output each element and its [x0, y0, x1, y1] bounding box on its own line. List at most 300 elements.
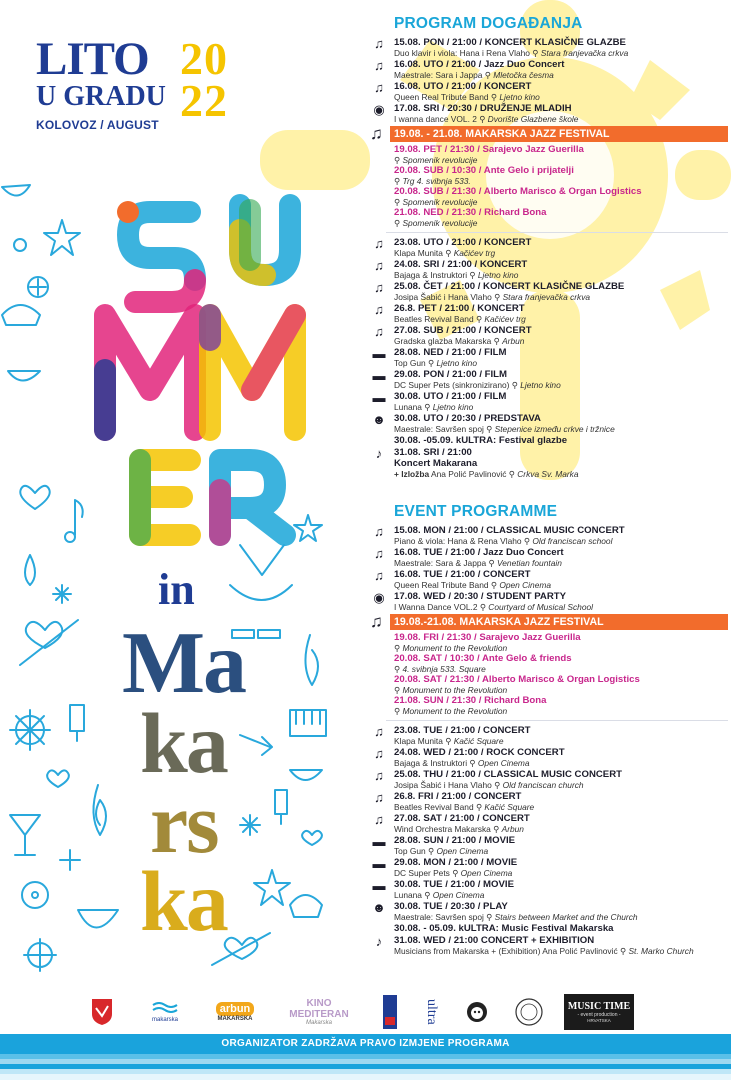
- event-detail: [372, 558, 728, 569]
- music-time-sub2: HRVATSKA: [587, 1018, 611, 1023]
- location-pin-icon: ⚲: [452, 868, 461, 878]
- clapper-icon: ▬: [372, 390, 386, 405]
- event-detail: [372, 946, 728, 957]
- word-ka-2: ka: [140, 853, 227, 949]
- hat-icon: [290, 895, 322, 917]
- event-place: Kačićev trg: [484, 314, 526, 324]
- event-title: 16.08. TUE / 21:00 / Jazz Duo Concert: [394, 547, 564, 558]
- vinyl-icon: ◉: [373, 590, 385, 605]
- event-item: [372, 413, 728, 435]
- event-place: Mletočka česma: [493, 70, 554, 80]
- event-detail: [372, 314, 728, 325]
- music-time-text: MUSIC TIME: [567, 1001, 631, 1012]
- location-pin-icon: ⚲: [532, 48, 541, 58]
- makarana-title: Koncert Makarana: [394, 458, 478, 469]
- event-title: 24.08. WED / 21:00 / ROCK CONCERT: [394, 747, 565, 758]
- event-title: 29.08. MON / 21:00 / MOVIE: [394, 857, 518, 868]
- event-performer: Klapa Munita: [394, 736, 443, 746]
- event-performer: Beatles Revival Band: [394, 802, 474, 812]
- event-place: Old franciscan church: [502, 780, 584, 790]
- treble-clef-icon: [93, 785, 106, 835]
- lito-title: [36, 33, 166, 112]
- event-detail: [372, 536, 728, 547]
- jazz-event-item: [372, 653, 728, 675]
- event-item: [372, 37, 728, 59]
- event-title: 17.08. SRI / 20:30 / DRUŽENJE MLADIH: [394, 103, 572, 114]
- event-detail: [372, 643, 728, 654]
- location-pin-icon: ⚲: [475, 802, 485, 812]
- event-title: 30.08. TUE / 20:30 / PLAY: [394, 901, 508, 912]
- event-place: Courtyard of Musical School: [488, 602, 594, 612]
- kultra-logo-text: ultra: [424, 999, 439, 1025]
- clapper-icon: ▬: [372, 368, 386, 383]
- event-place: Spomenik revolucije: [402, 197, 478, 207]
- event-item: [372, 59, 728, 81]
- music-note-icon: ♫: [374, 36, 384, 51]
- event-detail: [372, 218, 728, 229]
- music-note-icon: ♫: [374, 746, 384, 761]
- event-title: 23.08. TUE / 21:00 / CONCERT: [394, 725, 531, 736]
- event-performer: Lunana: [394, 402, 422, 412]
- event-item: [372, 547, 728, 569]
- music-eighth-icon: [75, 500, 83, 535]
- event-place: Stara franjevačka crkva: [540, 48, 629, 58]
- starfish-3-icon: [294, 515, 322, 541]
- event-detail: [372, 92, 728, 103]
- jazz-event-item: [372, 695, 728, 717]
- program-hr-title: PROGRAM DOGAĐANJA: [394, 15, 583, 32]
- music-note-icon: ♫: [374, 768, 384, 783]
- event-title: 27.08. SUB / 21:00 / KONCERT: [394, 325, 532, 336]
- event-place: Old franciscan school: [532, 536, 613, 546]
- music-note-icon: ♫: [370, 612, 383, 631]
- jazz-event-item: [372, 207, 728, 229]
- clapper-icon: ▬: [372, 878, 386, 893]
- event-detail: [372, 802, 728, 813]
- event-performer: Beatles Revival Band: [394, 314, 474, 324]
- makarska-crest-logo: [90, 994, 114, 1030]
- event-title: 26.8. FRI / 21:00 / CONCERT: [394, 791, 522, 802]
- event-detail: [372, 358, 728, 369]
- location-pin-icon: ⚲: [619, 945, 629, 956]
- location-pin-icon: ⚲: [445, 736, 454, 746]
- location-pin-icon: ⚲: [490, 580, 500, 590]
- event-place: Venetian fountain: [496, 558, 562, 568]
- starfish-2-icon: [254, 870, 290, 905]
- izlozba-place: Crkva Sv. Marka: [517, 469, 579, 479]
- event-item: [372, 569, 728, 591]
- event-performer: Josipa Šabić i Hana Vlaho: [394, 780, 492, 790]
- month-label: KOLOVOZ / AUGUST: [36, 118, 159, 132]
- event-title: 24.08. SRI / 21:00 / KONCERT: [394, 259, 528, 270]
- heart-arrow-icon: [20, 620, 78, 665]
- event-detail: [372, 70, 728, 81]
- event-item: [372, 81, 728, 103]
- event-detail: [372, 780, 728, 791]
- event-title: 30.08. TUE / 21:00 / MOVIE: [394, 879, 514, 890]
- event-detail: [372, 336, 728, 347]
- location-pin-icon: ⚲: [424, 402, 433, 412]
- event-detail: [372, 48, 728, 59]
- event-item: [372, 237, 728, 259]
- event-title: 19.08. PET / 21:30 / Sarajevo Jazz Guerilla: [394, 144, 584, 155]
- event-detail: [372, 114, 728, 125]
- location-pin-icon: ⚲: [486, 424, 495, 434]
- event-title: 30.08. UTO / 21:00 / FILM: [394, 391, 507, 402]
- location-pin-icon: ⚲: [428, 846, 437, 856]
- event-place: Arbun: [501, 824, 524, 834]
- event-detail: [372, 580, 728, 591]
- event-item: [372, 391, 728, 413]
- music-note-icon: ♫: [374, 58, 384, 73]
- event-title: 30.08. UTO / 20:30 / PREDSTAVA: [394, 413, 541, 424]
- kino-mediteran-logo: [280, 994, 358, 1030]
- clapper-icon: ▬: [372, 346, 386, 361]
- makarska-tourist-logo: [150, 994, 180, 1030]
- event-place: 4. svibnja 533. Square: [402, 664, 486, 674]
- makarana-line: [372, 458, 728, 469]
- music-note-icon: ♫: [374, 324, 384, 339]
- event-title: 17.08. WED / 20:30 / STUDENT PARTY: [394, 591, 567, 602]
- location-pin-icon: ⚲: [488, 558, 497, 568]
- event-detail: [372, 868, 728, 879]
- orchestra-logo: [512, 994, 546, 1030]
- event-performer: Klapa Munita: [394, 248, 443, 258]
- event-item: [372, 725, 728, 747]
- location-pin-icon: ⚲: [394, 685, 403, 695]
- event-title: 23.08. UTO / 21:00 / KONCERT: [394, 237, 532, 248]
- event-item: [372, 445, 728, 461]
- jazz-event-item: [372, 632, 728, 654]
- starfish-icon: [44, 220, 80, 255]
- event-title: 26.8. PET / 21:00 / KONCERT: [394, 303, 525, 314]
- jazz-event-item: [372, 165, 728, 187]
- sparkle-icon: [53, 585, 71, 603]
- piano-icon: [290, 710, 326, 736]
- event-place: Monument to the Revolution: [402, 643, 508, 653]
- location-pin-icon: ⚲: [475, 314, 485, 324]
- music-note-icon: ♫: [374, 302, 384, 317]
- location-pin-icon: ⚲: [523, 536, 533, 546]
- event-detail: [372, 824, 728, 835]
- event-place: Ljetno kino: [436, 358, 477, 368]
- word-ka: ka: [140, 695, 227, 791]
- event-title: 21.08. SUN / 21:30 / Richard Bona: [394, 695, 547, 706]
- jazz-event-item: [372, 186, 728, 208]
- sunglasses-icon: [232, 630, 280, 638]
- event-place: Monument to the Revolution: [402, 706, 508, 716]
- music-note-icon: ♫: [374, 236, 384, 251]
- event-place: Trg 4. svibnja 533.: [402, 176, 471, 186]
- ball-icon: [14, 239, 26, 251]
- event-performer: Lunana: [394, 890, 422, 900]
- izlozba-line: [372, 469, 728, 480]
- event-item: [372, 281, 728, 303]
- event-detail: [372, 758, 728, 769]
- event-item: [372, 103, 728, 125]
- event-place: Spomenik revolucije: [402, 155, 478, 165]
- trumpet-icon: ♪: [375, 933, 383, 949]
- record-icon: [22, 882, 48, 908]
- music-note-icon: ♫: [374, 80, 384, 95]
- sea-stripes: [0, 1054, 731, 1080]
- location-pin-icon: ⚲: [486, 912, 495, 922]
- clapper-icon: ▬: [372, 834, 386, 849]
- event-detail: [372, 270, 728, 281]
- event-title: 16.08. UTO / 21:00 / KONCERT: [394, 81, 532, 92]
- event-item: [372, 935, 728, 957]
- event-place: St. Marko Church: [628, 945, 694, 956]
- location-pin-icon: ⚲: [394, 218, 403, 228]
- event-place: Ljetno kino: [432, 402, 474, 412]
- arbun-logo-text: arbun: [216, 1002, 255, 1016]
- event-performer: Queen Real Tribute Band: [394, 580, 489, 590]
- event-title: 19.08. FRI / 21:30 / Sarajevo Jazz Guerilla: [394, 632, 581, 643]
- clapper-icon: ▬: [372, 856, 386, 871]
- event-title: 29.08. PON / 21:00 / FILM: [394, 369, 508, 380]
- location-pin-icon: ⚲: [394, 197, 403, 207]
- event-place: Open Cinema: [432, 890, 485, 900]
- event-title: 20.08. SAT / 21:30 / Alberto Marisco & Organ Logistics: [394, 674, 640, 685]
- kino-mediteran-text: KINO MEDITERAN: [289, 998, 349, 1020]
- izlozba-artist: Ana Polić Pavlinović: [431, 469, 507, 479]
- footer-notice: ORGANIZATOR ZADRŽAVA PRAVO IZMJENE PROGRAMA: [0, 1034, 731, 1054]
- cocktail-icon: [10, 815, 40, 855]
- event-title: 30.08. - 05.09. kULTRA: Music Festival Makarska: [394, 923, 614, 934]
- music-note-icon: ♫: [374, 724, 384, 739]
- location-pin-icon: ⚲: [479, 602, 489, 612]
- event-performer: DC Super Pets (sinkronizirano): [394, 380, 510, 390]
- watermelon-slice-icon: [8, 371, 40, 381]
- event-place: Kačić Square: [453, 736, 504, 746]
- event-item: [372, 857, 728, 879]
- year-2022: [180, 33, 228, 127]
- heart-icon: [20, 486, 49, 509]
- event-performer: Maestrale: Sara i Jappa: [394, 70, 483, 80]
- event-performer: I Wanna Dance VOL.2: [394, 602, 478, 612]
- event-detail: [372, 706, 728, 717]
- u-gradu-word: U GRADU: [36, 81, 166, 112]
- event-performer: Queen Real Tribute Band: [394, 92, 489, 102]
- event-title: 27.08. SAT / 21:00 / CONCERT: [394, 813, 530, 824]
- event-title: 31.08. SRI / 21:00: [394, 446, 472, 458]
- event-detail: [372, 602, 728, 613]
- event-title: 15.08. MON / 21:00 / CLASSICAL MUSIC CONCERT: [394, 525, 625, 536]
- pear-icon: [25, 555, 35, 585]
- event-title: 31.08. WED / 21:00 CONCERT + EXHIBITION: [394, 934, 595, 946]
- event-detail: [372, 292, 728, 303]
- event-performer: Top Gun: [394, 358, 426, 368]
- event-item: [372, 369, 728, 391]
- event-performer: Top Gun: [394, 846, 426, 856]
- location-pin-icon: ⚲: [394, 155, 403, 165]
- event-performer: Maestrale: Savršen spoj: [394, 912, 484, 922]
- event-place: Ljetno kino: [477, 270, 519, 280]
- popsicle-icon: [70, 705, 84, 741]
- event-item: [372, 303, 728, 325]
- event-title: 20.08. SUB / 10:30 / Ante Gelo i prijatelji: [394, 165, 574, 176]
- event-item: [372, 835, 728, 857]
- event-item: [372, 769, 728, 791]
- makarska-logo-text: makarska: [151, 1017, 178, 1023]
- monkey-logo: [462, 994, 492, 1030]
- event-place: Ljetno kino: [520, 380, 561, 390]
- event-detail: [372, 685, 728, 696]
- event-detail: [372, 736, 728, 747]
- jazz-event-item: [372, 674, 728, 696]
- event-performer: Gradska glazba Makarska: [394, 336, 492, 346]
- treble-clef-2-icon: [305, 635, 318, 685]
- heart-small-icon: [47, 770, 69, 787]
- event-detail: [372, 846, 728, 857]
- event-detail: [372, 176, 728, 187]
- location-pin-icon: ⚲: [469, 758, 478, 768]
- location-pin-icon: ⚲: [394, 643, 403, 653]
- event-item: [372, 923, 728, 934]
- location-pin-icon: ⚲: [490, 92, 500, 102]
- divider: [386, 232, 728, 233]
- event-item: [372, 901, 728, 923]
- event-performer: Josipa Šabić i Hana Vlaho: [394, 292, 492, 302]
- location-pin-icon: ⚲: [445, 248, 454, 258]
- watermelon-icon: [2, 185, 30, 196]
- event-performer: DC Super Pets: [394, 868, 450, 878]
- location-pin-icon: ⚲: [494, 292, 503, 302]
- music-time-logo: [564, 994, 634, 1030]
- event-place: Open Cinema: [499, 580, 551, 590]
- location-pin-icon: ⚲: [493, 336, 503, 346]
- arbun-logo: [208, 994, 262, 1030]
- event-performer: Musicians from Makarska + (Exhibition) Ana Polić Pavlinović: [394, 945, 618, 956]
- year-top: 20: [180, 33, 228, 84]
- event-title: 16.08. UTO / 21:00 / Jazz Duo Concert: [394, 59, 565, 70]
- location-pin-icon: ⚲: [484, 70, 494, 80]
- kino-mediteran-sub: Makarska: [305, 1020, 332, 1026]
- izlozba-detail: + Izložba Ana Polić Pavlinović ⚲ Crkva Sv. Marka: [394, 469, 579, 479]
- music-note-icon: ♫: [374, 568, 384, 583]
- event-title: 16.08. TUE / 21:00 / CONCERT: [394, 569, 531, 580]
- event-item: [372, 791, 728, 813]
- location-pin-icon: ⚲: [394, 706, 403, 716]
- event-place: Monument to the Revolution: [402, 685, 508, 695]
- event-performer: Bajaga & Instruktori: [394, 270, 468, 280]
- vinyl-icon: ◉: [373, 102, 385, 117]
- word-rs: rs: [150, 775, 218, 871]
- trumpet-icon: ♪: [375, 445, 383, 461]
- location-pin-icon: ⚲: [479, 114, 488, 124]
- location-pin-icon: ⚲: [394, 664, 403, 674]
- event-place: Dvorište Glazbene škole: [487, 114, 579, 124]
- event-performer: I wanna dance VOL. 2: [394, 114, 477, 124]
- event-item: [372, 813, 728, 835]
- heart-arrow-2-icon: [212, 933, 270, 965]
- location-pin-icon: ⚲: [428, 358, 437, 368]
- heart-3-icon: [302, 831, 322, 845]
- event-place: Kačićev trg: [453, 248, 496, 258]
- event-title: 25.08. THU / 21:00 / CLASSICAL MUSIC CONCERT: [394, 769, 622, 780]
- event-title: 20.08. SUB / 21:30 / Alberto Marisco & Organ Logistics: [394, 186, 642, 197]
- music-note-icon: ♫: [374, 790, 384, 805]
- event-detail: [372, 197, 728, 208]
- event-title: 20.08. SAT / 10:30 / Ante Gelo & friends: [394, 653, 572, 664]
- event-performer: Bajaga & Instruktori: [394, 758, 468, 768]
- event-item: [372, 259, 728, 281]
- event-title: 28.08. SUN / 21:00 / MOVIE: [394, 835, 516, 846]
- sponsor-logos: [90, 994, 690, 1032]
- event-detail: [372, 664, 728, 675]
- jazz-festival-banner: 19.08. - 21.08. MAKARSKA JAZZ FESTIVAL: [390, 126, 728, 142]
- event-item: [372, 347, 728, 369]
- event-title: 25.08. ČET / 21:00 / KONCERT KLASIČNE GLAZBE: [394, 281, 625, 292]
- event-place: Stairs between Market and the Church: [494, 912, 638, 922]
- event-detail: [372, 912, 728, 923]
- event-item: [372, 435, 728, 446]
- event-detail: [372, 248, 728, 259]
- event-performer: Duo klavir i viola: Hana i Rena Vlaho: [394, 48, 530, 58]
- event-title: 21.08. NED / 21:30 / Richard Bona: [394, 207, 547, 218]
- event-detail: [372, 380, 728, 391]
- location-pin-icon: ⚲: [394, 176, 403, 186]
- event-place: Arbun: [502, 336, 525, 346]
- popsicle-2-icon: [275, 790, 287, 824]
- watermelon-2-icon: [78, 910, 118, 928]
- sparkle-3-icon: [240, 815, 260, 835]
- location-pin-icon: ⚲: [469, 270, 478, 280]
- music-note-icon: ♫: [370, 124, 383, 143]
- music-note-icon: ♫: [374, 812, 384, 827]
- event-title: 15.08. PON / 21:00 / KONCERT KLASIČNE GLAZBE: [394, 37, 626, 48]
- event-item: [372, 747, 728, 769]
- location-pin-icon: ⚲: [493, 824, 502, 834]
- event-title: 30.08. -05.09. kULTRA: Festival glazbe: [394, 435, 568, 446]
- event-detail: [372, 155, 728, 166]
- event-title: 28.08. NED / 21:00 / FILM: [394, 347, 507, 358]
- event-item: [372, 879, 728, 901]
- doodle-icons: [0, 175, 340, 985]
- music-note-icon: ♫: [374, 258, 384, 273]
- music-note-icon: ♫: [374, 524, 384, 539]
- event-place: Spomenik revolucije: [402, 218, 478, 228]
- word-in: in: [158, 565, 195, 614]
- lito-word: LITO: [36, 33, 149, 85]
- event-place: Kačić Square: [484, 802, 535, 812]
- event-performer: Maestrale: Sara & Jappa: [394, 558, 487, 568]
- event-place: Stara franjevačka crkva: [502, 292, 591, 302]
- event-item: [372, 525, 728, 547]
- izlozba-lead: + Izložba: [394, 469, 430, 479]
- event-place: Ljetno kino: [499, 92, 540, 102]
- jazz-festival-banner: 19.08.-21.08. MAKARSKA JAZZ FESTIVAL: [390, 614, 728, 630]
- captain-hat-icon: [2, 305, 40, 325]
- event-performer: Piano & viola: Hana & Rena Vlaho: [394, 536, 522, 546]
- event-item: [372, 591, 728, 613]
- event-place: Stepenice između crkve i tržnice: [494, 424, 615, 434]
- theatre-masks-icon: ☻: [372, 900, 386, 915]
- location-pin-icon: ⚲: [511, 380, 521, 390]
- event-detail: [372, 424, 728, 435]
- event-detail: [372, 402, 728, 413]
- divider: [386, 720, 728, 721]
- location-pin-icon: ⚲: [424, 890, 433, 900]
- event-item: [372, 325, 728, 347]
- program-en-title: EVENT PROGRAMME: [394, 503, 558, 520]
- event-place: Open Cinema: [477, 758, 530, 768]
- bikini-icon: [230, 545, 292, 600]
- event-detail: [372, 890, 728, 901]
- watermelon-3-icon: [290, 770, 322, 780]
- music-note-icon: ♫: [374, 546, 384, 561]
- jazz-festival-logo: [382, 994, 398, 1030]
